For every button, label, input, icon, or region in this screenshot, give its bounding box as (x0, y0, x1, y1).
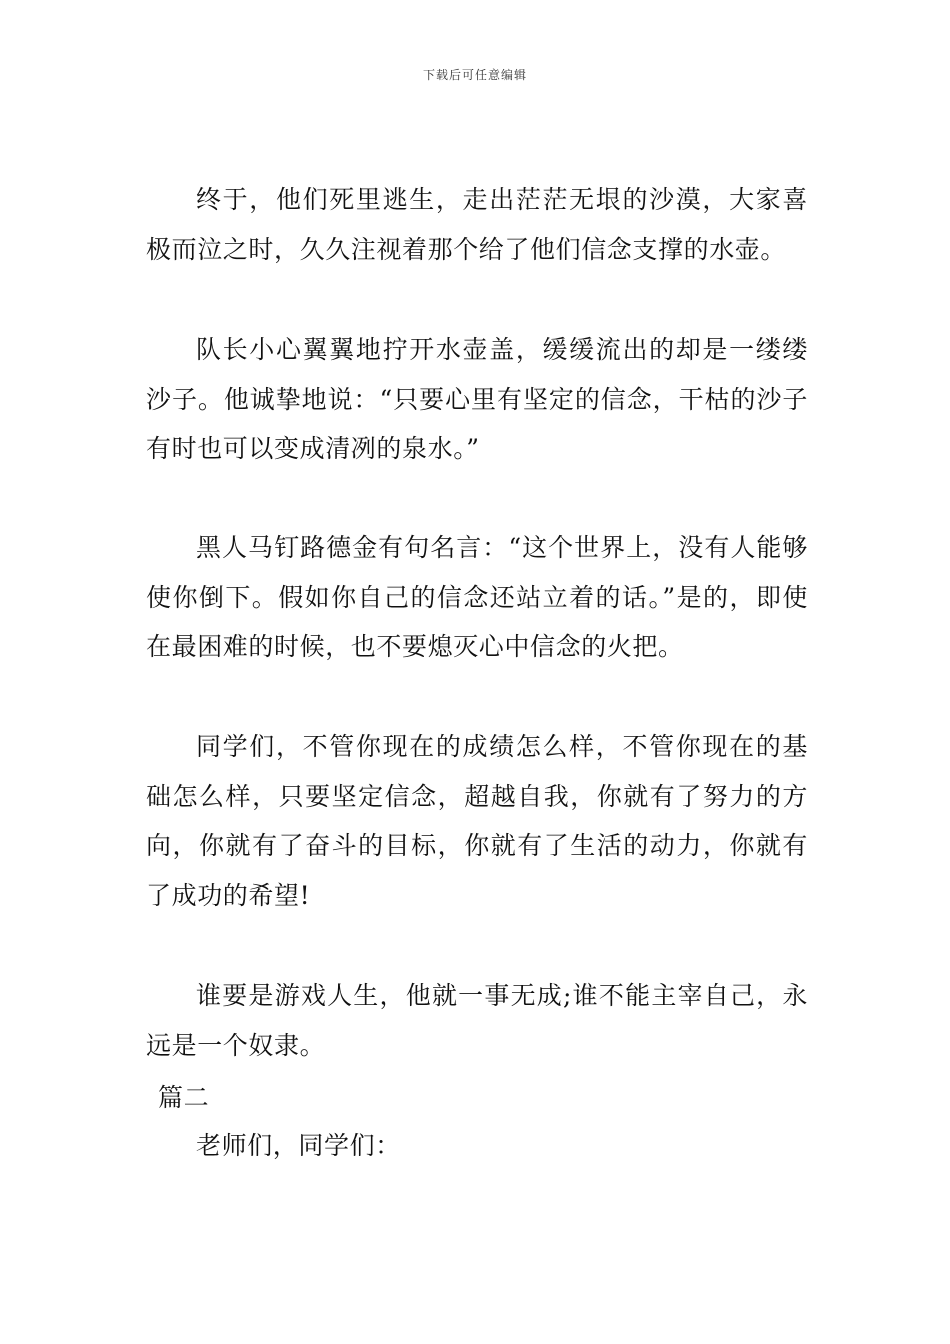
paragraph-encouragement: 同学们，不管你现在的成绩怎么样，不管你现在的基础怎么样，只要坚定信念，超越自我，你就有了努力的方向，你就有了奋斗的目标，你就有了生活的动力，你就有了成功的希望! (146, 732, 808, 910)
paragraph-water-bottle: 队长小心翼翼地拧开水壶盖，缓缓流出的却是一缕缕沙子。他诚挚地说：“只要心里有坚定的信念，干枯的沙子有时也可以变成清冽的泉水。” (146, 335, 808, 463)
page-header-note: 下载后可任意编辑 (422, 68, 527, 82)
greeting-line: 老师们，同学们： (196, 1131, 401, 1160)
paragraph-closing: 谁要是游戏人生，他就一事无成;谁不能主宰自己，永远是一个奴隶。 (146, 981, 808, 1060)
paragraph-escape-desert: 终于，他们死里逃生，走出茫茫无垠的沙漠，大家喜极而泣之时，久久注视着那个给了他们信念支撑的水壶。 (146, 185, 808, 264)
paragraph-famous-quote: 黑人马钉路德金有句名言：“这个世界上，没有人能够使你倒下。假如你自己的信念还站立着的话。”是的，即使在最困难的时候，也不要熄灭心中信念的火把。 (146, 533, 808, 661)
section-title: 篇二 (158, 1083, 210, 1112)
